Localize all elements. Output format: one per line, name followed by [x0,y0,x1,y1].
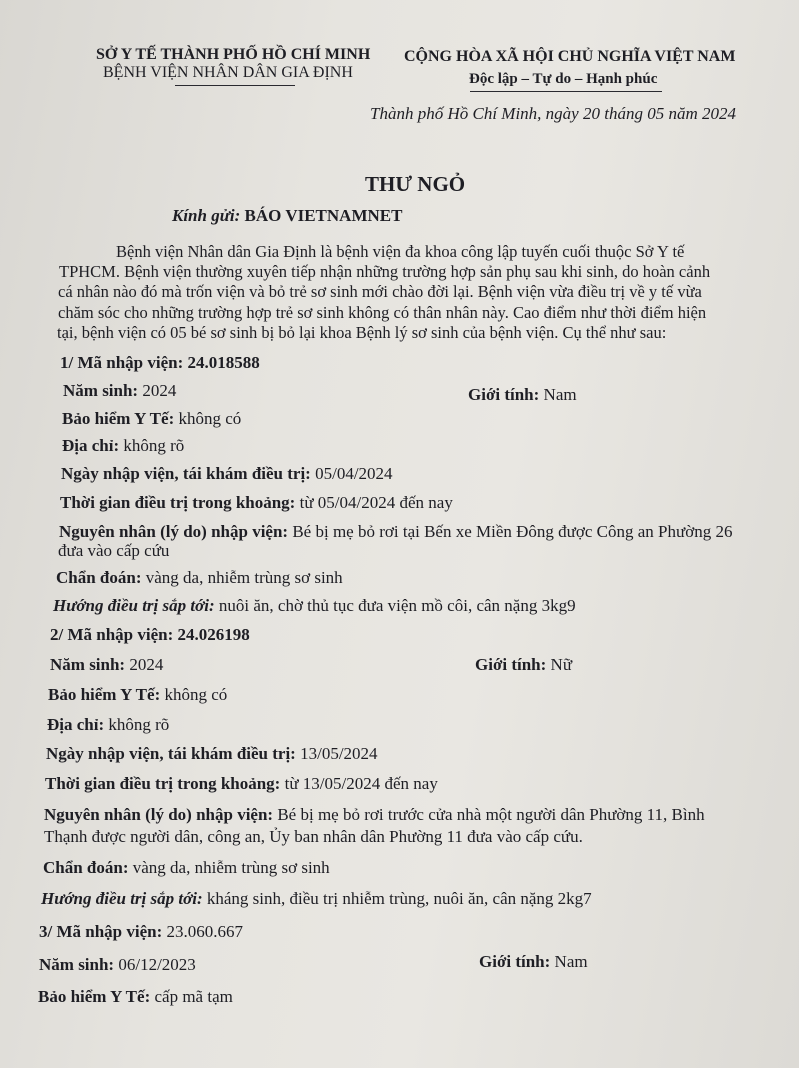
motto-underline [470,91,662,92]
period-field [45,775,438,792]
field-value: Nam [543,385,577,404]
intro-line: TPHCM. Bệnh viện thường xuyên tiếp nhận những trường hợp sản phụ sau khi sinh, do hoàn cảnh [59,262,711,281]
date-line: Thành phố Hồ Chí Minh, ngày 20 tháng 05 năm 2024 [370,104,736,123]
case-heading: 2/ Mã nhập viện: 24.026198 [50,625,250,644]
gender-field [479,953,588,970]
field-label: Bảo hiểm Y Tế: [62,409,175,428]
field-value: 06/12/2023 [118,955,196,974]
field-value: nuôi ăn, chờ thủ tục đưa viện mồ côi, cân nặng 3kg9 [218,596,576,615]
intro-line: tại, bệnh viện có 05 bé sơ sinh bị bỏ lại khoa Bệnh lý sơ sinh của bệnh viện. Cụ thể như sau: [57,323,667,342]
field-label: Năm sinh: [50,655,126,674]
birth-field [39,956,196,973]
field-label: Giới tính: [479,952,551,971]
address-field [62,437,184,454]
birth-field [50,656,163,673]
field-label: Hướng điều trị sắp tới: [53,596,215,615]
field-value: từ 05/04/2024 đến nay [299,493,453,512]
field-label: Nguyên nhân (lý do) nhập viện: [44,805,274,824]
field-label: Năm sinh: [63,381,139,400]
recipient-line [172,207,402,224]
recipient-label: Kính gửi: [172,206,241,225]
field-value: kháng sinh, điều trị nhiễm trùng, nuôi ăn, cân nặng 2kg7 [206,889,592,908]
insurance-field [38,988,233,1005]
intro-line: cá nhân nào đó mà trốn viện và bỏ trẻ sơ sinh mới chào đời lại. Bệnh viện vừa điều trị về y tế vừa [58,282,702,301]
plan-field [41,890,592,907]
field-label: Bảo hiểm Y Tế: [38,987,151,1006]
field-label: Bảo hiểm Y Tế: [48,685,161,704]
field-value: 13/05/2024 [300,744,378,763]
insurance-field [62,410,241,427]
field-value: Bé bị mẹ bỏ rơi tại Bến xe Miền Đông được Công an Phường 26 [292,522,733,541]
admission-field [61,465,393,482]
diagnosis-field [43,859,330,876]
field-label: Ngày nhập viện, tái khám điều trị: [61,464,311,483]
motto: Độc lập – Tự do – Hạnh phúc [469,71,658,87]
reason-continued: Thạnh được người dân, công an, Ủy ban nhân dân Phường 11 đưa vào cấp cứu. [44,827,583,846]
field-value: từ 13/05/2024 đến nay [284,774,438,793]
field-value: vàng da, nhiễm trùng sơ sinh [132,858,330,877]
intro-line: chăm sóc cho những trường hợp trẻ sơ sinh không có thân nhân này. Cao điểm như thời điểm hiện [58,303,707,322]
field-label: Giới tính: [468,385,540,404]
field-label: Thời gian điều trị trong khoảng: [60,493,296,512]
field-value: không rõ [108,715,170,734]
country-name: CỘNG HÒA XÃ HỘI CHỦ NGHĨA VIỆT NAM [404,48,736,65]
field-value: 23.060.667 [166,922,244,941]
birth-field [63,382,176,399]
insurance-field [48,686,227,703]
field-label: Thời gian điều trị trong khoảng: [45,774,281,793]
case-heading: 1/ Mã nhập viện: 24.018588 [60,353,260,372]
diagnosis-field [56,569,343,586]
reason-field [44,806,705,823]
plan-field [53,597,576,614]
field-value: cấp mã tạm [154,987,233,1006]
field-value: Bé bị mẹ bỏ rơi trước cửa nhà một người dân Phường 11, Bình [277,805,705,824]
field-value: Nữ [550,655,573,674]
field-value: không có [164,685,228,704]
field-label: Địa chỉ: [62,436,120,455]
field-label: 3/ Mã nhập viện: [39,922,163,941]
field-label: Nguyên nhân (lý do) nhập viện: [59,522,289,541]
field-value: vàng da, nhiễm trùng sơ sinh [145,568,343,587]
gender-field [475,656,572,673]
intro-line: Bệnh viện Nhân dân Gia Định là bệnh viện đa khoa công lập tuyến cuối thuộc Sở Y tế [116,242,685,261]
reason-field [59,523,732,540]
field-value: không có [178,409,242,428]
field-label: Chẩn đoán: [43,858,129,877]
field-label: Năm sinh: [39,955,115,974]
gender-field [468,386,577,403]
field-value: 2024 [129,655,164,674]
field-value: Nam [554,952,588,971]
field-value: không rõ [123,436,185,455]
field-label: Chẩn đoán: [56,568,142,587]
field-value: 05/04/2024 [315,464,393,483]
recipient-name: BÁO VIETNAMNET [244,206,403,225]
address-field [47,716,169,733]
page-title: THƯ NGỎ [365,172,466,196]
field-label: Giới tính: [475,655,547,674]
field-label: Địa chỉ: [47,715,105,734]
hospital-name: BỆNH VIỆN NHÂN DÂN GIA ĐỊNH [103,64,353,81]
field-label: Hướng điều trị sắp tới: [41,889,203,908]
reason-continued: đưa vào cấp cứu [58,541,170,560]
case-heading [39,923,243,940]
period-field [60,494,453,511]
hospital-underline [175,85,295,86]
field-value: 2024 [142,381,177,400]
admission-field [46,745,378,762]
agency-name: SỞ Y TẾ THÀNH PHỐ HỒ CHÍ MINH [96,46,371,63]
field-label: Ngày nhập viện, tái khám điều trị: [46,744,296,763]
